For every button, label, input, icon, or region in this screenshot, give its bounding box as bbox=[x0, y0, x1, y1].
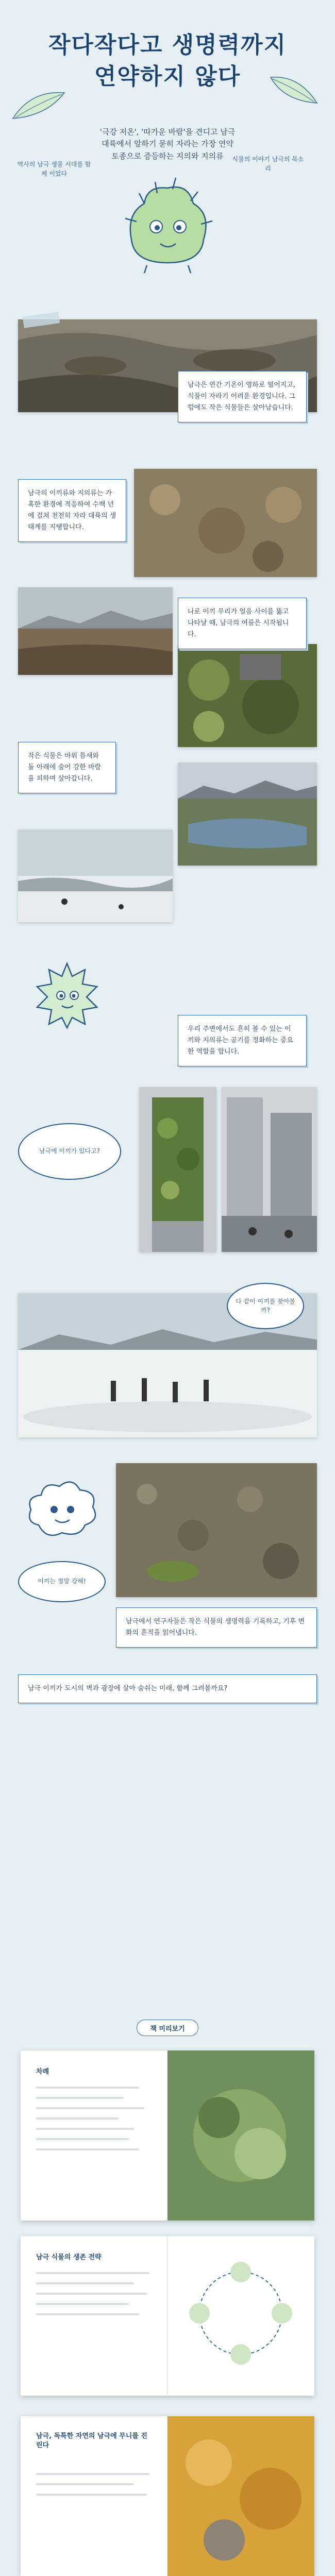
book-spread-3 bbox=[21, 2416, 314, 2576]
hero-note-right: 식물의 이야기 남극의 목소리 bbox=[232, 156, 304, 172]
city-street-photo bbox=[222, 1087, 317, 1252]
leaf-decoration-icon bbox=[10, 88, 67, 124]
text-card-5 bbox=[178, 1015, 307, 1066]
text-card-7 bbox=[116, 1607, 317, 1648]
tundra-landscape-photo bbox=[18, 587, 173, 675]
spread-2-left bbox=[21, 2236, 167, 2396]
text-card-3-body: 나로 이끼 무리가 얼음 사이를 뚫고 나타날 때, 남극의 여름은 시작됩니다. bbox=[188, 608, 289, 639]
hero-subtitle: '극강 저온', '따가운 바람'을 견디고 남극 대륙에서 앞하기 묻히 자라는 가장 연약 토종으로 증등하는 지의와 지의류 bbox=[99, 127, 236, 161]
spread-3-title: 남극, 독특한 자연의 남극에 무니를 진린다 bbox=[36, 2432, 147, 2450]
hero-note-left: 역사의 남극 생물 시대를 함께 이었다 bbox=[17, 161, 91, 177]
lichen-texture-photo bbox=[134, 469, 317, 577]
speech-bubble-2 bbox=[227, 1283, 304, 1329]
spread-3-right bbox=[167, 2416, 314, 2576]
spread-1-left bbox=[21, 2050, 167, 2221]
gravel-moss-photo bbox=[116, 1463, 317, 1597]
spread-3-left bbox=[21, 2416, 167, 2576]
lake-landscape-photo bbox=[178, 762, 317, 866]
text-card-5-body: 우리 주변에서도 흔히 볼 수 있는 이끼와 지의류는 공기를 정화하는 중요한 역할을 합니다. bbox=[188, 1025, 293, 1056]
text-card-4-body: 작은 식물은 바위 틈새와 돌 아래에 숨어 강한 바람을 피하며 살아갑니다. bbox=[28, 752, 102, 783]
text-card-2 bbox=[18, 479, 126, 542]
text-card-1 bbox=[178, 371, 307, 422]
text-card-4 bbox=[18, 742, 116, 793]
spiky-mascot-icon bbox=[31, 958, 103, 1030]
moss-illustration-icon bbox=[167, 2050, 314, 2221]
text-card-6-body: 남극 이끼가 도시의 벽과 광장에 살아 숨쉬는 미래, 함께 그려볼까요? bbox=[28, 1685, 228, 1692]
ice-shore-photo bbox=[18, 829, 173, 922]
leaf-decoration-icon bbox=[268, 72, 320, 108]
cloud-mascot-icon bbox=[23, 1473, 100, 1546]
spread-1-right bbox=[167, 2050, 314, 2221]
preview-label: 책 미리보기 bbox=[137, 2020, 198, 2036]
text-card-1-body: 남극은 연간 기온이 영하로 떨어지고, 식물이 자라기 어려운 환경입니다. 그럼에도 작은 식물들은 살아남습니다. bbox=[188, 381, 296, 412]
mossy-rocks-photo bbox=[178, 644, 317, 747]
spread-1-title: 차례 bbox=[36, 2068, 49, 2076]
text-card-2-body: 남극의 이끼류와 지의류는 가혹한 환경에 적응하여 수백 년에 걸쳐 천천히 자라 대륙의 생태계를 지탱합니다. bbox=[28, 489, 116, 532]
moss-mascot-icon bbox=[116, 173, 219, 276]
text-card-6 bbox=[18, 1674, 317, 1703]
book-spread-2 bbox=[21, 2236, 314, 2396]
speech-bubble-2-text: 다 같이 이끼를 찾아볼까? bbox=[236, 1297, 295, 1314]
book-spread-1 bbox=[21, 2050, 314, 2221]
hero-section bbox=[0, 0, 335, 309]
text-card-7-body: 남극에서 연구자들은 작은 식물의 생명력을 기록하고, 기후 변화의 흔적을 읽어냅니다. bbox=[126, 1618, 305, 1637]
spread-2-title: 남극 식물의 생존 전략 bbox=[36, 2253, 102, 2261]
moss-wall-photo bbox=[139, 1087, 216, 1252]
speech-bubble-1-text: 남극에 이끼가 있다고? bbox=[39, 1147, 100, 1155]
speech-bubble-3-text: 이끼는 정말 강해! bbox=[38, 1578, 86, 1585]
lichen-photo-icon bbox=[167, 2416, 314, 2576]
text-card-3 bbox=[178, 598, 307, 649]
spread-2-right bbox=[167, 2236, 314, 2396]
speech-bubble-1 bbox=[18, 1123, 121, 1180]
cycle-diagram-icon bbox=[167, 2236, 314, 2396]
speech-bubble-3 bbox=[18, 1561, 106, 1602]
title-line-1: 작다작다고 생명력까지 bbox=[48, 32, 287, 58]
title-line-2: 연약하지 않다 bbox=[94, 63, 241, 90]
